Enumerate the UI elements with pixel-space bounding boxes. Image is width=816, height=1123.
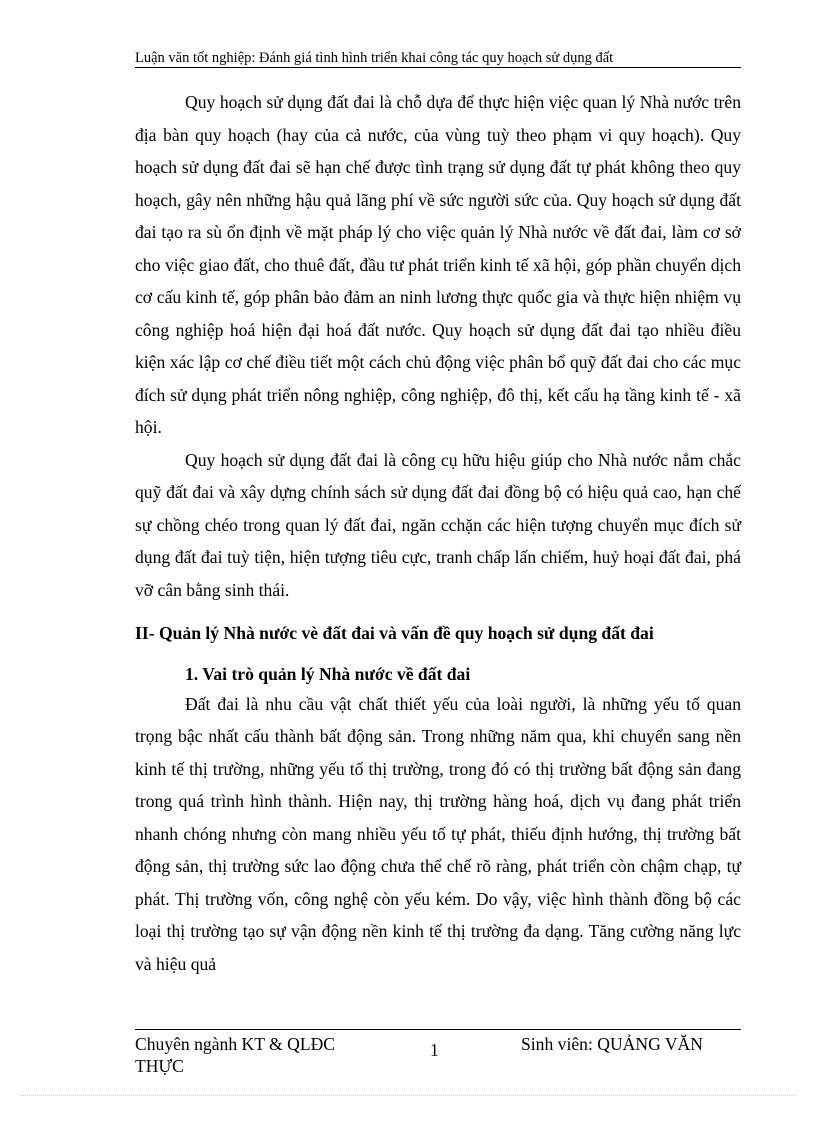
paragraph-2: Quy hoạch sử dụng đất đai là công cụ hữu hiệu giúp cho Nhà nước nắm chắc quỹ đất đai và xây dựng chính sách sử dụng đất đai đồng bộ có hiệu quả cao, hạn chế sự chồng chéo trong quan lý đất đai, ngăn cchặn các hiện tượng chuyển mục đích sử dụng đất đai tuỳ tiện, hiện tượng tiêu cực, tranh chấp lấn chiếm, huỷ hoại đất đai, phá vỡ cân bằng sinh thái. bbox=[135, 449, 741, 600]
footer-divider bbox=[135, 1029, 741, 1030]
document-body bbox=[135, 86, 741, 980]
paragraph-1: Quy hoạch sử dụng đất đai là chỗ dựa để thực hiện việc quan lý Nhà nước trên địa bàn quy hoạch (hay của cả nước, của vùng tuỳ theo phạm vi quy hoạch). Quy hoạch sử dụng đất đai sẽ hạn chế được tình trạng sử dụng đất tự phát không theo quy hoạch, gây nên những hậu quả lãng phí về sức người sức của. Quy hoạch sử dụng đất đai tạo ra sù ổn định về mặt pháp lý cho việc quản lý Nhà nước về đất đai, làm cơ sở cho việc giao đất, cho thuê đất, đầu tư phát triển kinh tế xã hội, góp phần chuyển dịch cơ cấu kinh tế, góp phân bảo đảm an ninh lương thực quốc gia và thực hiện nhiệm vụ công nghiệp hoá hiện đại hoá đất nước. Quy hoạch sử dụng đất đai tạo nhiều điều kiện xác lập cơ chế điều tiết một cách chủ động việc phân bổ quỹ đất đai cho các mục đích sử dụng phát triển nông nghiệp, công nghiệp, đô thị, kết cấu hạ tầng kinh tế - xã hội. bbox=[135, 92, 741, 437]
section-heading: II- Quản lý Nhà nước vè đất đai và vấn đề quy hoạch sử dụng đất đai bbox=[135, 623, 654, 643]
footer-student: Sinh viên: QUẢNG VĂN bbox=[521, 1034, 703, 1054]
page-edge-divider bbox=[20, 1095, 796, 1096]
header-divider bbox=[135, 67, 741, 68]
paragraph-3: Đất đai là nhu cầu vật chất thiết yếu của loài người, là những yếu tố quan trọng bậc nhất cấu thành bất động sản. Trong những năm qua, khi chuyển sang nền kinh tế thị trường, những yếu tố thị trường, trong đó có thị trường bất động sản đang trong quá trình hình thành. Hiện nay, thị trường hàng hoá, dịch vụ đang phát triển nhanh chóng nhưng còn mang nhiều yếu tố tự phát, thiếu định hướng, thị trường bất động sản, thị trường sức lao động chưa thể chế rõ ràng, phát triển còn chậm chạp, tự phát. Thị trường vốn, công nghệ còn yếu kém. Do vậy, việc hình thành đồng bộ các loại thị trường tạo sự vận động nền kinh tế thị trường đa dạng. Tăng cường năng lực và hiệu quả bbox=[135, 693, 741, 974]
page-number: 1 bbox=[430, 1040, 439, 1060]
running-header: Luận văn tốt nghiệp: Đánh giá tình hình triển khai công tác quy hoạch sử dụng đất bbox=[135, 50, 614, 66]
sub-heading: 1. Vai trò quản lý Nhà nước về đất đai bbox=[185, 663, 471, 684]
footer-major: Chuyên ngành KT & QLĐC THỰC bbox=[135, 1034, 336, 1076]
